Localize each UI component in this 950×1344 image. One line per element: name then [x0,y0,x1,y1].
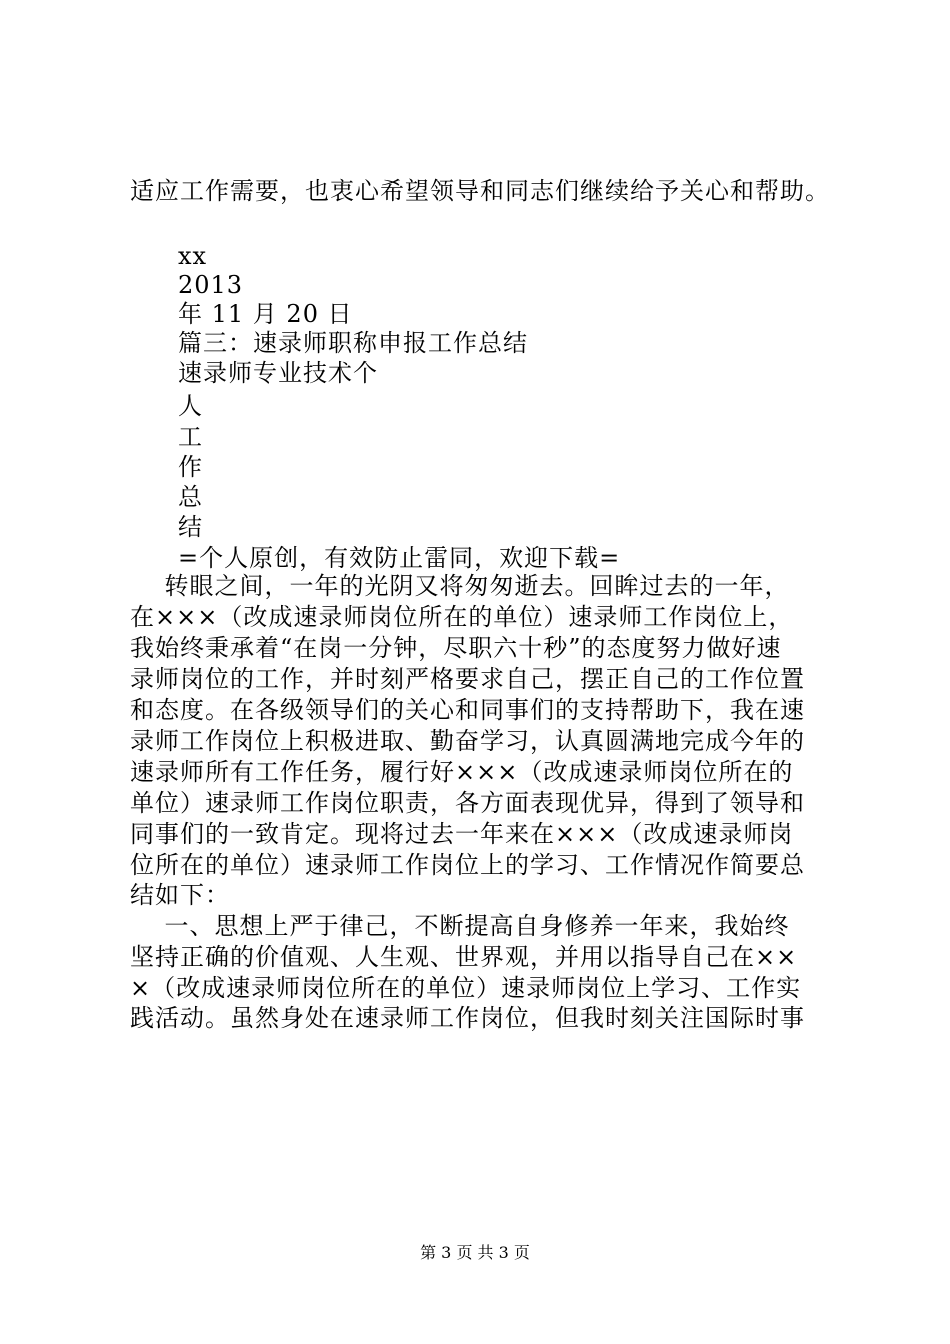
paragraph-line: 结如下： [130,881,230,909]
signature-name: xx [178,242,208,270]
section-heading: 篇三：速录师职称申报工作总结 [178,329,528,357]
paragraph-line: 践活动。虽然身处在速录师工作岗位，但我时刻关注国际时事 [130,1004,805,1032]
download-notice: =个人原创，有效防止雷同，欢迎下载= [178,544,621,572]
paragraph-line: 和态度。在各级领导们的关心和同事们的支持帮助下，我在速 [130,696,805,724]
paragraph-line: 在×××（改成速录师岗位所在的单位）速录师工作岗位上， [130,603,794,631]
title-line: 人 [178,392,203,420]
paragraph-line: 单位）速录师工作岗位职责，各方面表现优异，得到了领导和 [130,789,805,817]
paragraph-line: 一、思想上严于律己，不断提高自身修养一年来，我始终 [130,912,790,940]
paragraph-line: 位所在的单位）速录师工作岗位上的学习、工作情况作简要总 [130,851,805,879]
signature-date: 年 11 月 20 日 [178,300,353,328]
paragraph-line: 同事们的一致肯定。现将过去一年来在×××（改成速录师岗 [130,820,794,848]
paragraph-line: 我始终秉承着“在岗一分钟，尽职六十秒”的态度努力做好速 [130,634,782,662]
title-line: 速录师专业技术个 [178,359,378,387]
paragraph-line: 坚持正确的价值观、人生观、世界观，并用以指导自己在×× [130,943,798,971]
title-line: 总 [178,483,203,511]
paragraph-line: 转眼之间，一年的光阴又将匆匆逝去。回眸过去的一年， [130,572,790,600]
page-footer: 第 3 页 共 3 页 [420,1243,530,1262]
paragraph-line: 录师岗位的工作，并时刻严格要求自己，摆正自己的工作位置 [130,665,805,693]
title-line: 作 [178,453,203,481]
paragraph-line: ×（改成速录师岗位所在的单位）速录师岗位上学习、工作实 [130,974,802,1002]
title-line: 工 [178,423,203,451]
paragraph-line: 速录师所有工作任务，履行好×××（改成速录师岗位所在的 [130,758,794,786]
carryover-line: 适应工作需要，也衷心希望领导和同志们继续给予关心和帮助。 [130,177,830,205]
signature-year: 2013 [178,271,244,299]
paragraph-line: 录师工作岗位上积极进取、勤奋学习，认真圆满地完成今年的 [130,727,805,755]
title-line: 结 [178,513,203,541]
